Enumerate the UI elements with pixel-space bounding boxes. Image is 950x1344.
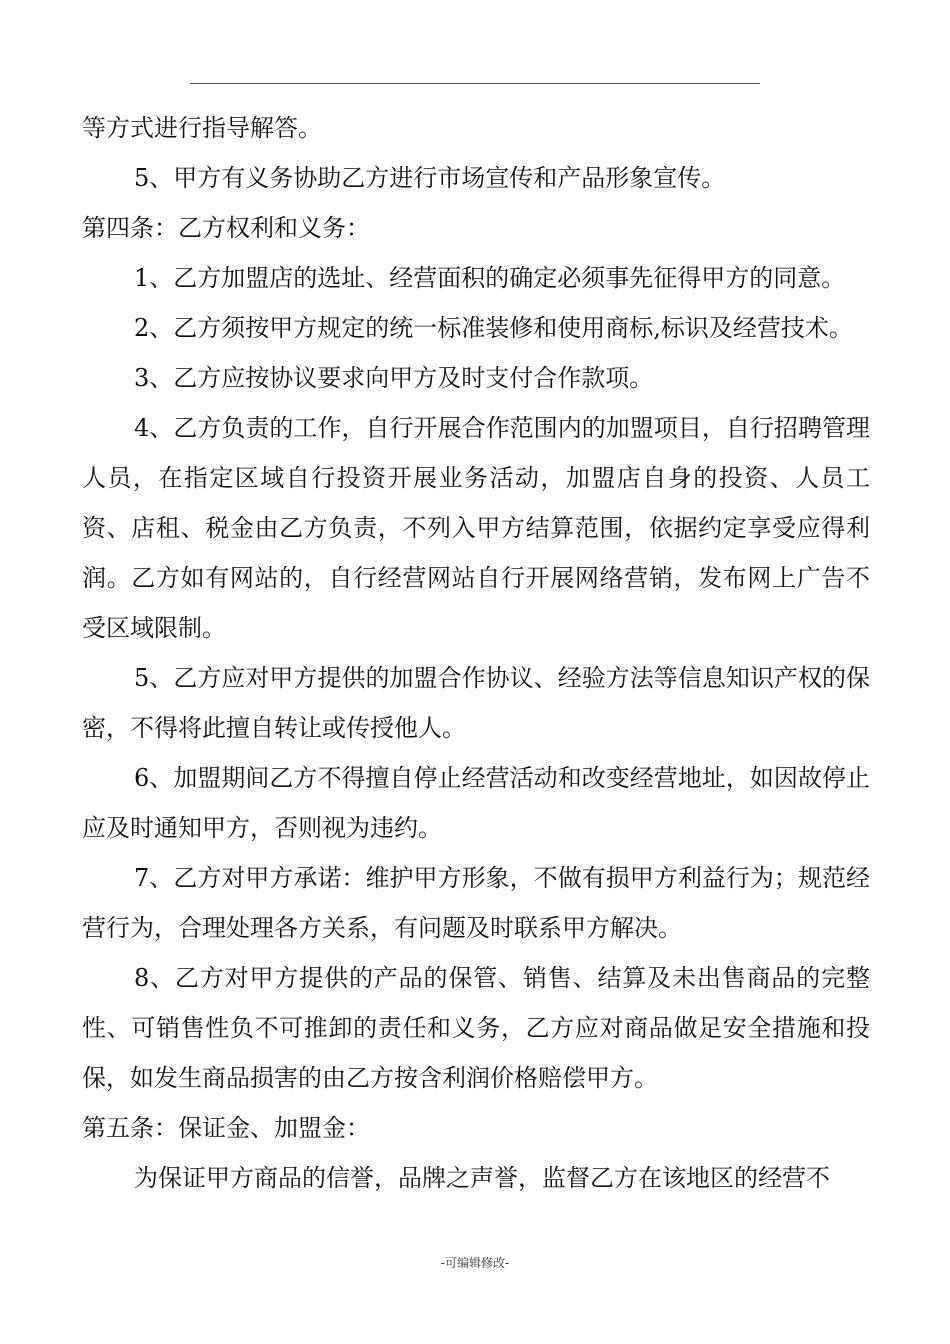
paragraph-item: 8、乙方对甲方提供的产品的保管、销售、结算及未出售商品的完整性、可销售性负不可推卸的责任和义务，乙方应对商品做足安全措施和投保，如发生商品损害的由乙方按含利润价格赔偿甲方。 bbox=[82, 964, 870, 1092]
paragraph-item: 4、乙方负责的工作，自行开展合作范围内的加盟项目，自行招聘管理人员，在指定区域自行投资开展业务活动，加盟店自身的投资、人员工资、店租、税金由乙方负责，不列入甲方结算范围，依据约定享受应得利润。乙方如有网站的，自行经营网站自行开展网络营销，发布网上广告不受区域限制。 bbox=[82, 414, 870, 642]
paragraph-item: 5、乙方应对甲方提供的加盟合作协议、经验方法等信息知识产权的保密，不得将此擅自转让或传授他人。 bbox=[82, 664, 870, 742]
header-divider bbox=[190, 83, 760, 84]
paragraph-item: 7、乙方对甲方承诺：维护甲方形象，不做有损甲方利益行为；规范经营行为，合理处理各方关系，有问题及时联系甲方解决。 bbox=[82, 864, 870, 942]
paragraph-item: 2、乙方须按甲方规定的统一标准装修和使用商标,标识及经营技术。 bbox=[134, 314, 853, 342]
section-heading: 第五条：保证金、加盟金： bbox=[82, 1114, 370, 1142]
paragraph-item: 为保证甲方商品的信誉，品牌之声誉，监督乙方在该地区的经营不 bbox=[134, 1164, 830, 1192]
paragraph-item: 1、乙方加盟店的选址、经营面积的确定必须事先征得甲方的同意。 bbox=[134, 264, 846, 292]
paragraph-item: 3、乙方应按协议要求向甲方及时支付合作款项。 bbox=[134, 364, 654, 392]
paragraph-item: 6、加盟期间乙方不得擅自停止经营活动和改变经营地址，如因故停止应及时通知甲方，否则视为违约。 bbox=[82, 764, 870, 842]
page-footer: -可编辑修改- bbox=[440, 1256, 510, 1270]
section-heading: 第四条：乙方权利和义务： bbox=[82, 214, 370, 242]
document-body bbox=[82, 103, 870, 1203]
paragraph-item: 5、甲方有义务协助乙方进行市场宣传和产品形象宣传。 bbox=[134, 164, 726, 192]
paragraph-continuation: 等方式进行指导解答。 bbox=[82, 114, 322, 142]
